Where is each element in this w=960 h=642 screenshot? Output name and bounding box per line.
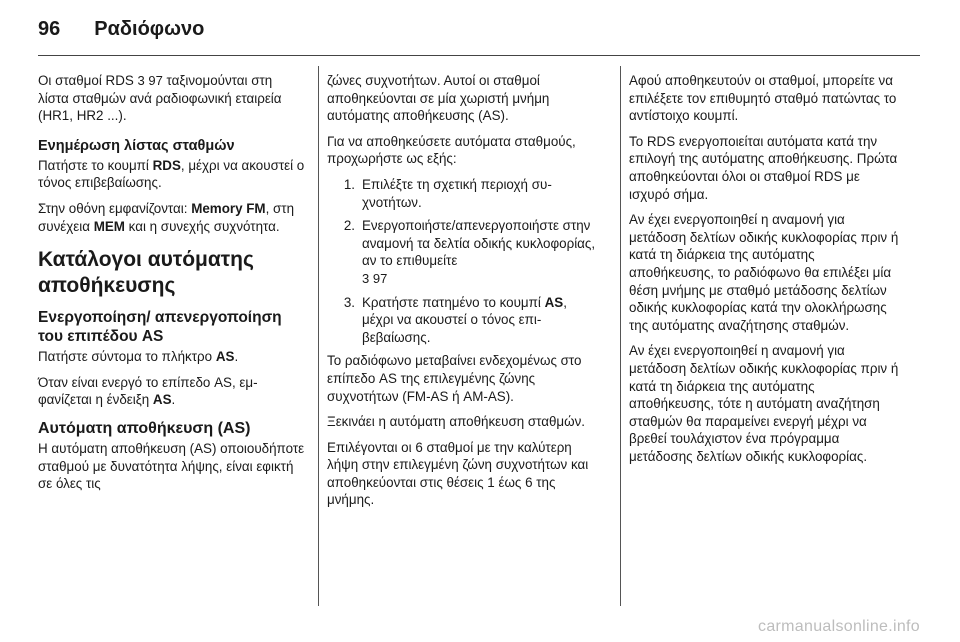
procedure-steps (327, 176, 599, 346)
rds-auto-paragraph: Το RDS ενεργοποιείται αυτόματα κατά την επιλογή της αυτόματης αποθήκευσης. Πρώτα αποθηκεύονται όλοι οι σταθμοί RDS με ισχυρό σήμα. (629, 133, 898, 202)
page-number: 96 (38, 18, 61, 40)
heading-autostore-lists: Κατάλογοι αυτόματης αποθήκευσης (38, 248, 254, 298)
traffic-standby-paragraph-2: Αν έχει ενεργοποιηθεί η αναμονή για μετάδοση δελτίων οδικής κυκλοφορίας πριν ή κατά τη διάρκεια της αυτόματης αποθήκευσης, τότε η αυτόματη αναζήτηση σταθμών θα παραμείνει ενεργή μέχρι να βρεθεί τουλάχιστον ένα πρόγραμμα μετάδοσης δελτίων οδικής κυκλοφορίας. (629, 343, 899, 464)
toggle-paragraph: Πατήστε σύντομα το πλήκτρο AS. (38, 349, 239, 365)
list-item (327, 176, 599, 211)
rds-key-label: RDS (152, 157, 181, 173)
switch-level-paragraph: Το ραδιόφωνο μεταβαίνει ενδεχομένως στο επίπεδο AS της επιλεγμένης ζώνης συχνοτήτων (FM-AS ή AM-AS). (327, 353, 582, 404)
as-active-paragraph: Όταν είναι ενεργό το επίπεδο AS, εμφανίζεται η ένδειξη AS. (38, 374, 258, 408)
watermark: carmanualsonline.info (758, 618, 920, 635)
rds-intro-paragraph: Οι σταθμοί RDS 3 97 ταξινομούνται στη λίστα σταθμών ανά ραδιοφωνική εταιρεία (HR1, HR2 ...). (38, 73, 282, 124)
step-number: 1. (343, 176, 355, 192)
step-number: 2. (343, 218, 355, 234)
page-reference[interactable]: 3 97 (362, 270, 388, 286)
step-text: Επιλέξτε τη σχετική περιοχή συχνοτήτων. (362, 176, 552, 210)
select-stations-paragraph: Επιλέγονται οι 6 σταθμοί με την καλύτερη λήψη στην επιλεγμένη ζώνη συχνοτήτων και αποθηκεύονται στις θέσεις 1 έως 6 της μνήμης. (327, 439, 589, 508)
heading-auto-store: Αυτόματη αποθήκευση (AS) (38, 419, 251, 437)
step-text: Κρατήστε πατημένο το κουμπί AS, μέχρι να ακουστεί ο τόνος επιβεβαίωσης. (362, 294, 567, 345)
display-paragraph: Στην οθόνη εμφανίζονται: Memory FM, στη συνέχεια MEM και η συνεχής συχνότητα. (38, 200, 295, 234)
page-title: Ραδιόφωνο (94, 18, 205, 40)
start-store-paragraph: Ξεκινάει η αυτόματη αποθήκευση σταθμών. (327, 414, 586, 430)
column-3 (629, 72, 901, 473)
heading-toggle-as-level: Ενεργοποίηση/ απενεργοποίηση του επιπέδου AS (38, 309, 282, 345)
mem-label: MEM (93, 218, 125, 234)
as-key-label: AS (544, 294, 564, 310)
header-rule (38, 55, 920, 56)
step-text: Ενεργοποιήστε/απενεργοποιήστε στην αναμονή τα δελτία οδικής κυκλοφορίας, αν το επιθυμείτε 3 97 (362, 218, 596, 286)
auto-store-paragraph: Η αυτόματη αποθήκευση (AS) οποιουδήποτε σταθμού με δυνατότητα λήψης, είναι εφικτή σε όλες τις (38, 440, 305, 492)
update-paragraph: Πατήστε το κουμπί RDS, μέχρι να ακουστεί ο τόνος επιβεβαίωσης. (38, 157, 305, 191)
page-reference[interactable]: 3 97 (137, 73, 163, 88)
list-item (327, 294, 599, 347)
memory-fm-label: Memory FM (191, 200, 266, 216)
column-2 (327, 72, 599, 517)
step-number: 3. (343, 294, 355, 310)
select-station-paragraph: Αφού αποθηκευτούν οι σταθμοί, μπορείτε να επιλέξετε τον επιθυμητό σταθμό πατώντας το αντίστοιχο κουμπί. (629, 73, 897, 124)
as-indicator-label: AS (152, 392, 172, 408)
traffic-standby-paragraph-1: Αν έχει ενεργοποιηθεί η αναμονή για μετάδοση δελτίων οδικής κυκλοφορίας πριν ή κατά τη διάρκεια της αυτόματης αποθήκευσης, το ραδιόφωνο θα επιλέξει μία θέση μνήμης με σταθμό μετάδοσης δελτίων οδικής κυκλοφορίας κατά την ολοκλήρωσης της αυτόματης αναζήτησης σταθμών. (629, 212, 899, 333)
page-header (38, 18, 204, 41)
column-divider-2 (620, 66, 621, 606)
column-divider-1 (318, 66, 319, 606)
as-key-label: AS (215, 349, 235, 365)
bands-continuation-paragraph: ζώνες συχνοτήτων. Αυτοί οι σταθμοί αποθηκεύονται σε μία χωριστή μνήμη αυτόματης αποθήκευσης (AS). (327, 73, 550, 124)
list-item (327, 217, 599, 287)
heading-update-station-list: Ενημέρωση λίστας σταθμών (38, 137, 235, 154)
column-1 (38, 72, 306, 501)
procedure-lead: Για να αποθηκεύσετε αυτόματα σταθμούς, προχωρήστε ως εξής: (327, 133, 576, 167)
